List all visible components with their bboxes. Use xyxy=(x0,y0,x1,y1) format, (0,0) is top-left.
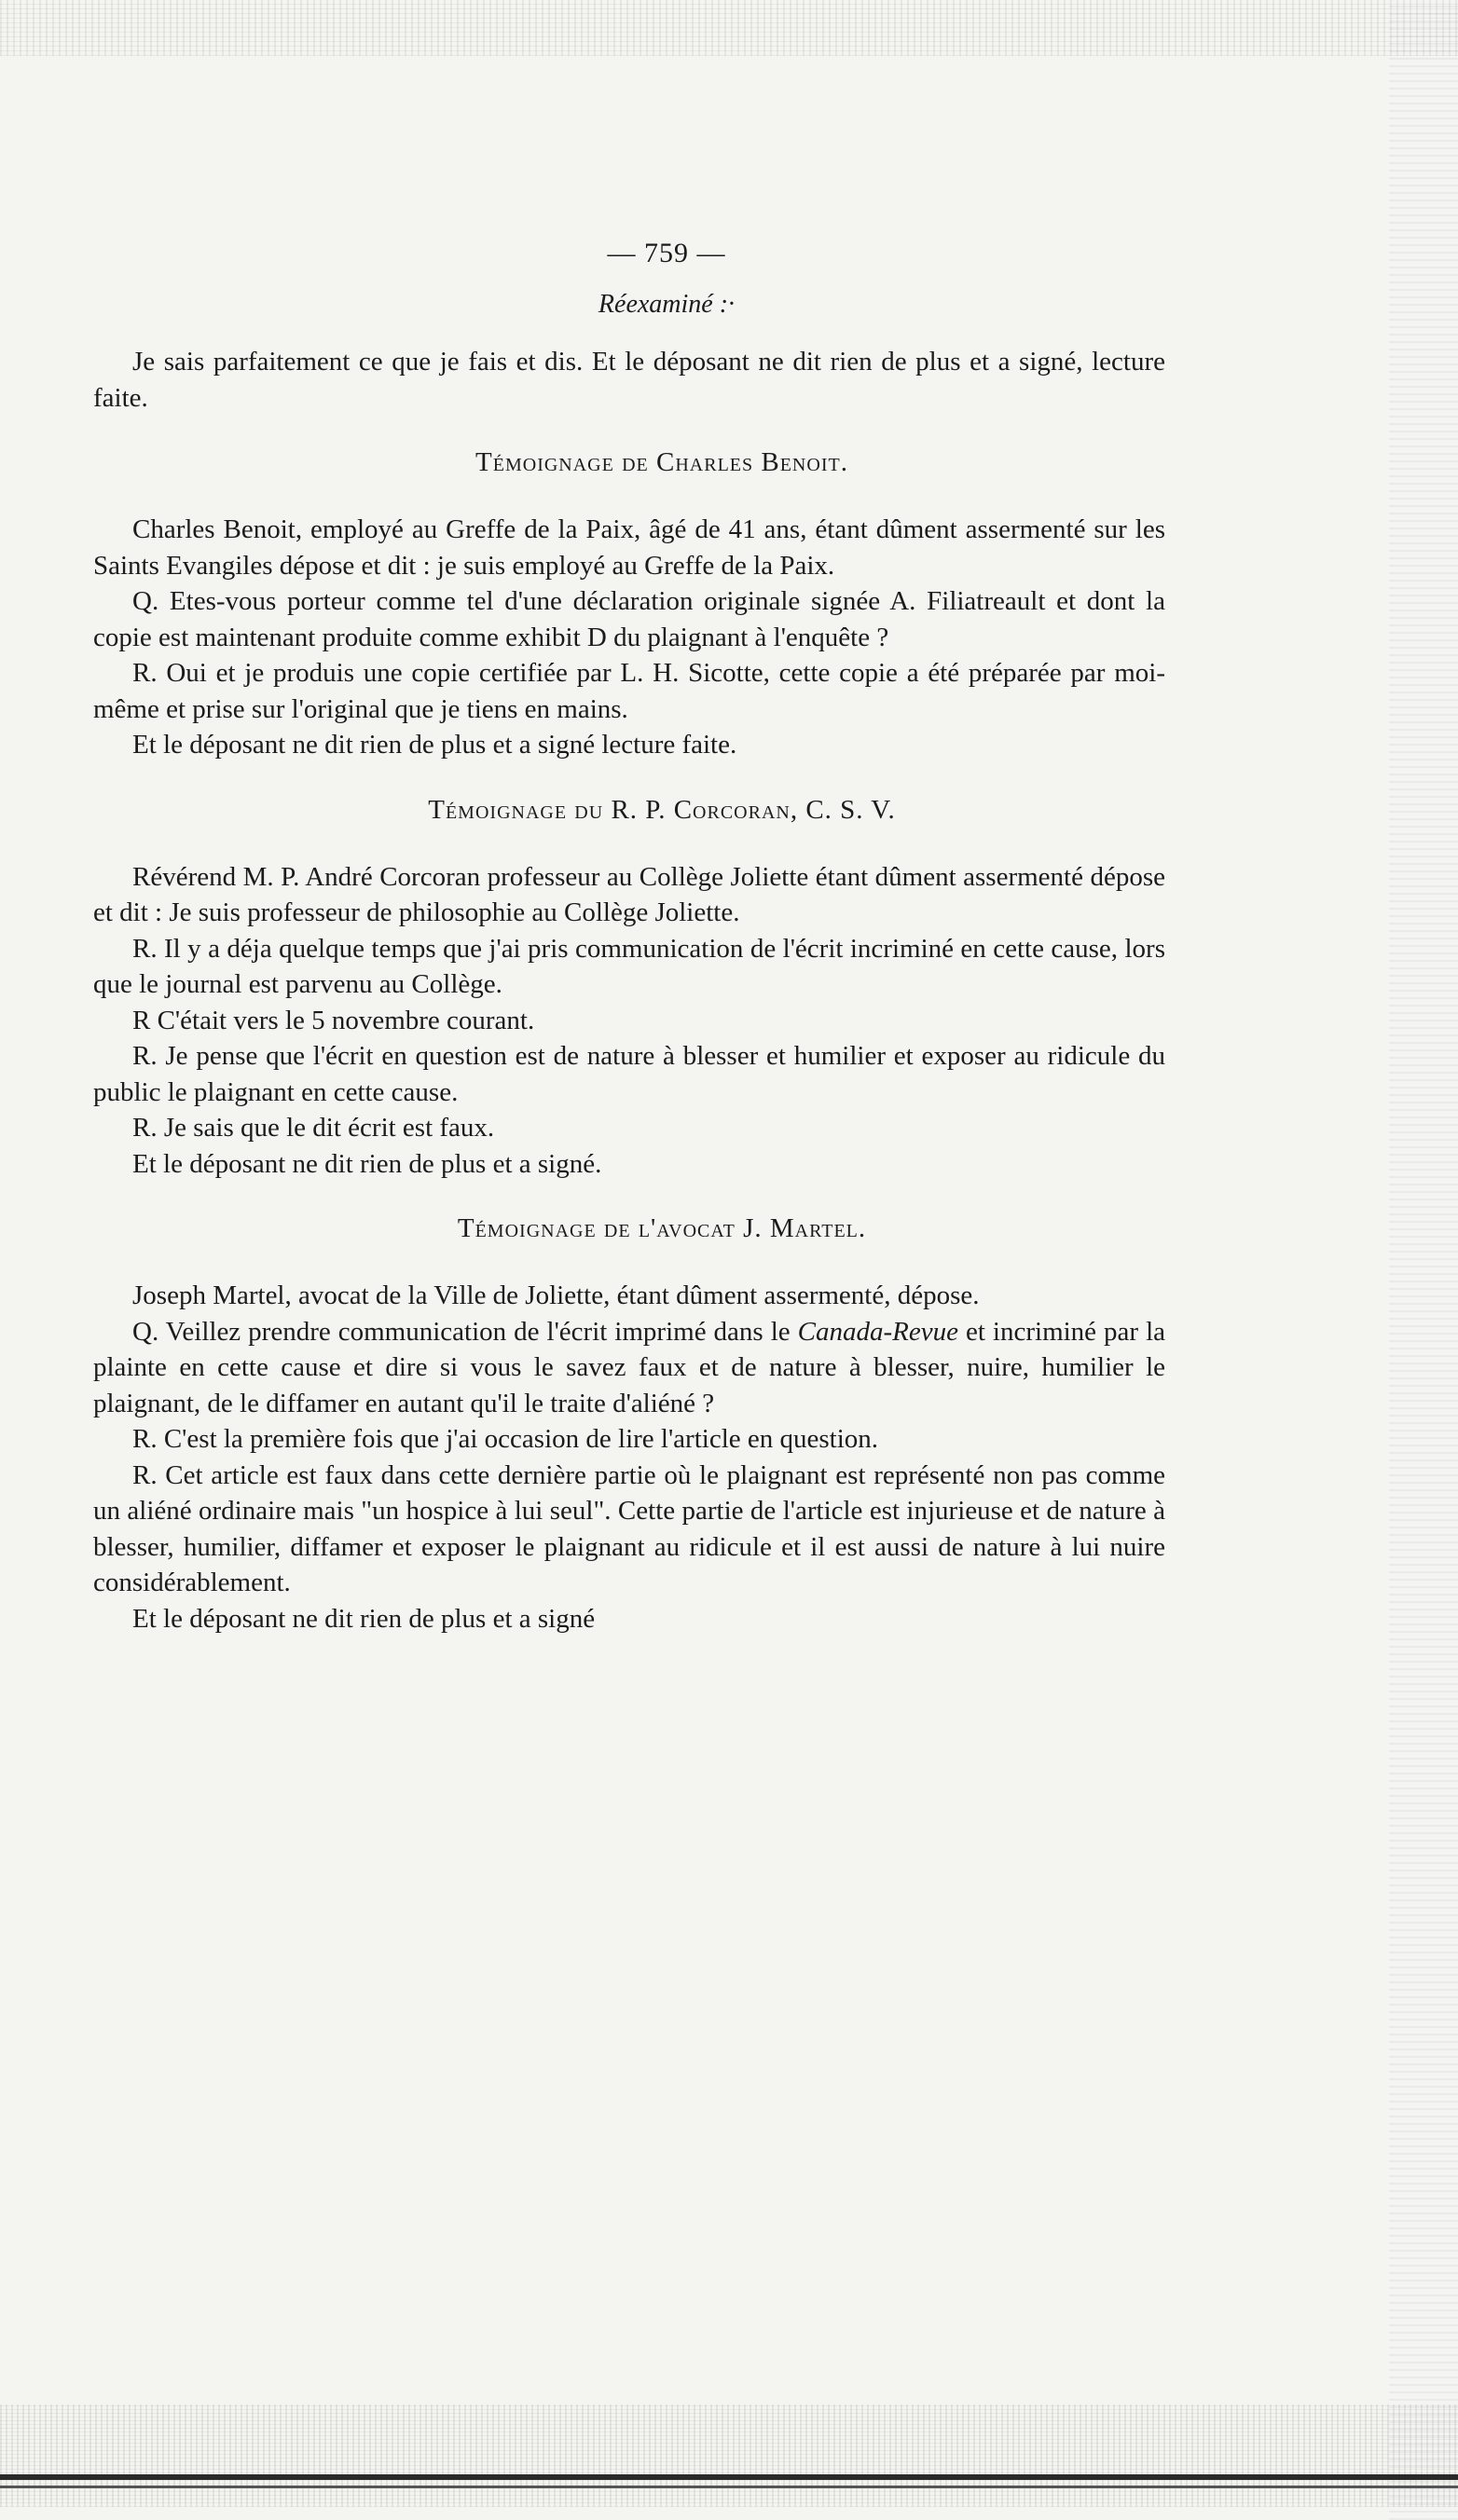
page-number: — 759 — xyxy=(607,238,726,268)
scan-noise-right xyxy=(1389,0,1458,2520)
bottom-rule-thin xyxy=(0,2486,1458,2488)
bottom-rule xyxy=(0,2474,1458,2480)
corcoran-answer-2: R C'était vers le 5 novembre courant. xyxy=(132,1005,535,1035)
scan-noise-bottom xyxy=(0,2404,1458,2507)
benoit-answer: R. Oui et je produis une copie certifiée par L. H. Sicotte, cette copie a été préparée par moi-même et prise sur l'original que je tiens en mains. xyxy=(93,658,1165,724)
martel-question-part-1: Q. Veillez prendre communication de l'écrit imprimé dans le xyxy=(132,1316,791,1347)
corcoran-paragraph-1: Révérend M. P. André Corcoran professeur au Collège Joliette étant dûment assermenté dépose et dit : Je suis professeur de philosophie au Collège Joliette. xyxy=(93,861,1165,927)
reexamine-heading: Réexaminé :· xyxy=(598,290,736,319)
section-heading-corcoran: Témoignage du R. P. Corcoran, C. S. V. xyxy=(428,794,896,825)
martel-answer-1: R. C'est la première fois que j'ai occasion de lire l'article en question. xyxy=(132,1424,879,1454)
corcoran-closing: Et le déposant ne dit rien de plus et a signé. xyxy=(132,1148,602,1179)
section-heading-martel: Témoignage de l'avocat J. Martel. xyxy=(457,1213,867,1243)
publication-title: Canada-Revue xyxy=(797,1316,958,1347)
section-heading-benoit: Témoignage de Charles Benoit. xyxy=(475,447,848,477)
corcoran-answer-4: R. Je sais que le dit écrit est faux. xyxy=(132,1113,495,1143)
intro-paragraph: Je sais parfaitement ce que je fais et dis. Et le déposant ne dit rien de plus et a signé, lecture faite. xyxy=(93,347,1165,413)
scan-noise-top xyxy=(0,0,1458,56)
martel-closing: Et le déposant ne dit rien de plus et a signé xyxy=(132,1603,596,1634)
benoit-question: Q. Etes-vous porteur comme tel d'une déclaration originale signée A. Filiatreault et dont la copie est maintenant produite comme exhibit D du plaignant à l'enquête ? xyxy=(93,586,1165,652)
martel-question xyxy=(93,1314,1165,1422)
martel-answer-2: R. Cet article est faux dans cette dernière partie où le plaignant est représenté non pas comme un aliéné ordinaire mais "un hospice à lui seul". Cette partie de l'article est injurieuse et de nature à blesser, humilier, diffamer et exposer le plaignant au ridicule et il est aussi de nature à lui nuire considérablement. xyxy=(93,1459,1165,1597)
benoit-paragraph-1: Charles Benoit, employé au Greffe de la Paix, âgé de 41 ans, étant dûment assermenté sur les Saints Evangiles dépose et dit : je suis employé au Greffe de la Paix. xyxy=(93,514,1165,581)
corcoran-answer-3: R. Je pense que l'écrit en question est de nature à blesser et humilier et exposer au ridicule du public le plaignant en cette cause. xyxy=(93,1041,1165,1107)
corcoran-answer-1: R. Il y a déja quelque temps que j'ai pris communication de l'écrit incriminé en cette cause, lors que le journal est parvenu au Collège. xyxy=(93,933,1165,999)
benoit-closing: Et le déposant ne dit rien de plus et a signé lecture faite. xyxy=(132,730,737,760)
martel-question-part-2: et incriminé par la plainte en cette cause et dire si vous le savez faux et de nature à blesser, nuire, humilier le plaignant, de le diffamer en autant qu'il le traite d'aliéné ? xyxy=(93,1316,1166,1418)
document-page xyxy=(93,238,1165,1637)
martel-paragraph-1: Joseph Martel, avocat de la Ville de Joliette, étant dûment assermenté, dépose. xyxy=(132,1281,980,1310)
